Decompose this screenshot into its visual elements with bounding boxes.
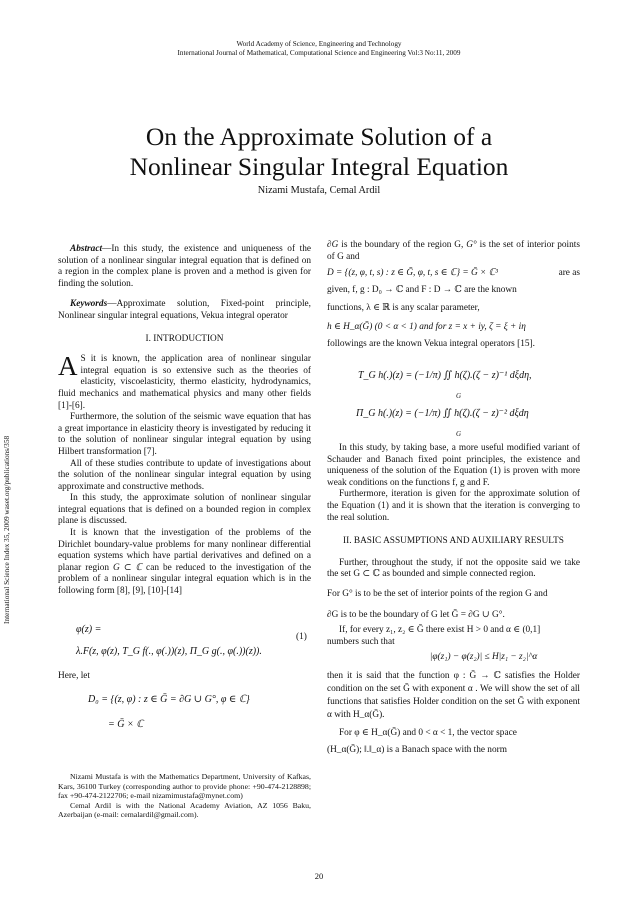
sidebar-text: International Science Index 35, 2009 waset.org/publications/358: [2, 435, 11, 624]
authors: Nizami Mustafa, Cemal Ardil: [257, 185, 381, 196]
right-r2-math: D = {(z, φ, t, s) : z ∈ Ḡ, φ, t, s ∈ ℂ} = Ḡ × ℂ³: [327, 268, 498, 279]
keywords-label: Keywords: [70, 299, 108, 310]
right-r1a: is the boundary of the region G,: [338, 240, 467, 250]
sidebar-index: [2, 435, 14, 624]
header-line1: World Academy of Science, Engineering and Technology: [236, 40, 402, 48]
keywords: [58, 299, 311, 322]
dropcap: A: [58, 351, 78, 382]
right-p7: then it is said that the function φ : Ḡ → ℂ satisfies the Holder condition on the set Ḡ with exponent α . We will show the set of all functions that satisfies Holder condition on the set Ḡ with exponent α with H_α(Ḡ).: [327, 670, 580, 720]
here-let: Here, let: [58, 671, 91, 681]
equation-Pi-subscript: G: [456, 430, 462, 438]
footnotes: [58, 772, 311, 820]
equation-T-subscript: G: [456, 392, 462, 400]
holder-inequality: |φ(z₁) − φ(z₂)| ≤ H|z₁ − z₂|^α: [429, 652, 538, 663]
right-p4: For G° is to be the set of interior points of the region G and: [327, 588, 548, 599]
right-p6: If, for every z₁, z₂ ∈ Ḡ there exist H > 0 and α ∈ (0,1]: [339, 625, 541, 636]
right-column: [327, 240, 580, 350]
right-p1b: In this study, by taking base, a more useful modified variant of Schauder and Banach fixed point principles, the existence and uniqueness of the solution of the Equation (1) is proven with more weak conditions on the functions f, g and F.: [327, 443, 580, 488]
intro-p4: In this study, the approximate solution of nonlinear singular integral equations that is defined on a bounded region in complex plane is discussed.: [58, 493, 311, 527]
intro-heading: I. INTRODUCTION: [145, 333, 224, 344]
keywords-text: —Approximate solution, Fixed-point principle, Nonlinear singular integral equations, Vekua integral operator: [58, 299, 311, 321]
right-r2: [327, 268, 580, 280]
footnote-1: Nizami Mustafa is with the Mathematics Department, University of Kafkas, Kars, 36100 Turkey (corresponding author to provide phone: +90-474-2128898; fax +90-474-2122706; e-mail nizamimustafa@mynet.com): [58, 772, 311, 801]
right-r2b: are as: [558, 268, 580, 279]
intro-p2: Furthermore, the solution of the seismic wave equation that has a great importance in elasticity theory is investigated by reducing it to the solution of nonlinear singular integral equation by using Hilbert transformation [7].: [58, 412, 311, 457]
abstract-text: —In this study, the existence and uniqueness of the solution of a nonlinear singular integral equation that is defined on a region in the complex plane is proven and a method is given for finding the solution.: [58, 244, 311, 289]
d0-line2: = Ḡ × ℂ: [108, 719, 144, 730]
equation-1-number: (1): [296, 632, 307, 642]
paper-title: [0, 122, 638, 182]
right-p1: [327, 240, 580, 263]
intro-p5b: can be reduced to the investigation of the problem of a nonlinear singular integral equation which is in the following form [8], [9], [10]-[14]: [58, 562, 311, 597]
section-2-heading: II. BASIC ASSUMPTIONS AND AUXILIARY RESULTS: [343, 536, 564, 547]
title-line1: On the Approximate Solution of a: [145, 122, 493, 151]
right-r4: functions, λ ∈ ℝ is any scalar parameter,: [327, 303, 480, 314]
right-p6b: numbers such that: [327, 636, 395, 647]
footnote-2: Cemal Ardil is with the National Academy Aviation, AZ 1056 Baku, Azerbaijan (e-mail: cemalardil@gmail.com).: [58, 800, 311, 820]
right-r5: h ∈ H_α(Ḡ) (0 < α < 1) and for z = x + iy, ζ = ξ + iη: [327, 321, 526, 332]
right-r1b: is the set of interior points of G and: [327, 240, 580, 262]
right-p2: Furthermore, iteration is given for the approximate solution of the Equation (1) and it is shown that the iteration is converging to the real solution.: [327, 489, 580, 523]
page-number: 20: [314, 871, 324, 881]
right-column-lower: [327, 443, 580, 756]
left-column: [58, 244, 311, 598]
right-p3: Further, throughout the study, if not the opposite said we take the set G ⊂ ℂ as bounded and simple connected region.: [327, 557, 580, 580]
intro-p5a: It is known that the investigation of the problems of the Dirichlet boundary-value problems for many nonlinear differential equation systems which have partial derivatives and defined on a planar region: [58, 528, 311, 573]
equation-1-line2: λ.F(z, φ(z), T_G f(., φ(.))(z), Π_G g(., φ(.))(z)).: [76, 646, 262, 657]
intro-p1: [58, 351, 311, 412]
equation-1-line1: φ(z) =: [76, 624, 102, 635]
interior-symbol: G°: [466, 240, 477, 250]
intro-p3: All of these studies contribute to update of investigations about the solution of the nonlinear singular integral equation by using approximate and constructive methods.: [58, 458, 311, 492]
d0-line1: D₀ = {(z, φ) : z ∈ Ḡ = ∂G ∪ G°, φ ∈ ℂ}: [88, 694, 250, 705]
boundary-symbol: ∂G: [327, 240, 339, 250]
right-p5: ∂G is to be the boundary of G let Ḡ = ∂G ∪ G°.: [327, 609, 505, 620]
right-r6: followings are the known Vekua integral operators [15].: [327, 338, 535, 349]
intro-p1-text: S it is known, the application area of nonlinear singular integral equation is so extensive such as the theories of elasticity, viscoelasticity, thermo elasticity, hydrodynamics, fluid mechanics and mathematical physics and many other fields [1]-[6].: [58, 354, 311, 411]
header-line2: International Journal of Mathematical, Computational Science and Engineering Vol:3 No:11, 2009: [177, 49, 461, 57]
right-p9: (H_α(Ḡ); ‖.‖_α) is a Banach space with the norm: [327, 744, 507, 755]
equation-Pi: Π_G h(.)(z) = (−1/π) ∬ h(ζ).(ζ − z)⁻² dξdη: [356, 408, 529, 419]
abstract: [58, 244, 311, 290]
equation-T: T_G h(.)(z) = (−1/π) ∬ h(ζ).(ζ − z)⁻¹ dξdη,: [358, 370, 532, 381]
journal-header: [0, 40, 638, 58]
right-p8: For φ ∈ H_α(Ḡ) and 0 < α < 1, the vector space: [339, 727, 517, 738]
title-line2: Nonlinear Singular Integral Equation: [129, 152, 509, 181]
right-r3: given, f, g : D₀ → ℂ and F : D → ℂ are the known: [327, 284, 517, 295]
intro-p5: [58, 528, 311, 598]
abstract-label: Abstract: [70, 244, 103, 254]
g-subset-c: G ⊂ ℂ: [113, 562, 143, 573]
